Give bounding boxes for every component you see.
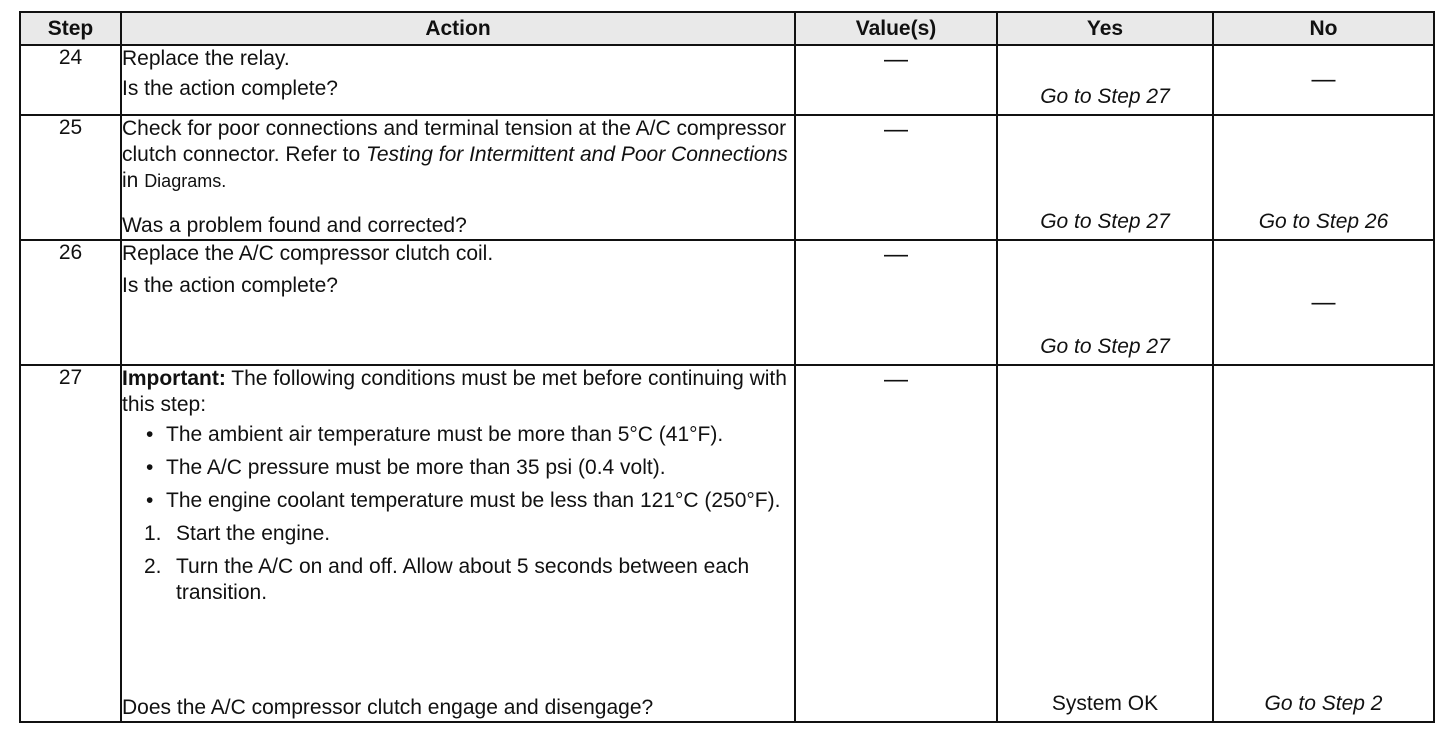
list-item: • The A/C pressure must be more than 35 psi (0.4 volt). (122, 455, 794, 481)
action-question: Was a problem found and corrected? (122, 214, 467, 237)
header-step: Step (20, 12, 121, 45)
step-number: 26 (20, 240, 121, 365)
list-item: • The engine coolant temperature must be less than 121°C (250°F). (122, 488, 794, 514)
yes-cell (997, 115, 1213, 240)
yes-text: Go to Step 27 (1040, 335, 1170, 358)
action-text: Replace the A/C compressor clutch coil. (122, 242, 494, 265)
action-cell (121, 115, 795, 240)
yes-cell (997, 240, 1213, 365)
list-item: 1. Start the engine. (144, 522, 331, 545)
header-action: Action (121, 12, 795, 45)
list-item: • The ambient air temperature must be more than 5°C (41°F). (122, 422, 794, 448)
no-text: — (1311, 288, 1336, 316)
procedure-list (122, 521, 794, 613)
table-row-step-24 (20, 45, 1434, 115)
action-cell (121, 240, 795, 365)
yes-cell (997, 45, 1213, 115)
no-cell (1213, 45, 1434, 115)
action-cell (121, 365, 795, 722)
value-cell: — (795, 365, 997, 722)
header-values: Value(s) (795, 12, 997, 45)
table-row-step-25 (20, 115, 1434, 240)
reference-link-text: Testing for Intermittent and Poor Connections (365, 143, 788, 166)
yes-text: Go to Step 27 (1040, 85, 1170, 108)
no-text: — (1311, 66, 1336, 93)
yes-text: Go to Step 27 (1040, 210, 1170, 233)
yes-cell (997, 365, 1213, 722)
important-note: Important: The following conditions must be met before continuing with this step: (122, 367, 787, 416)
table-row-step-27 (20, 365, 1434, 722)
no-text: Go to Step 2 (1264, 692, 1383, 715)
no-cell (1213, 240, 1434, 365)
list-item: 2. Turn the A/C on and off. Allow about 5 seconds between each transition. (144, 555, 750, 604)
step-number: 25 (20, 115, 121, 240)
diagnostic-table (19, 11, 1435, 723)
header-yes: Yes (997, 12, 1213, 45)
step-number: 24 (20, 45, 121, 115)
header-row (20, 12, 1434, 45)
no-cell (1213, 115, 1434, 240)
step-number: 27 (20, 365, 121, 722)
action-question: Is the action complete? (122, 274, 338, 297)
value-cell: — (795, 45, 997, 115)
value-cell: — (795, 115, 997, 240)
header-no: No (1213, 12, 1434, 45)
action-text: Replace the relay. (122, 47, 290, 70)
table-row-step-26 (20, 240, 1434, 365)
important-label: Important: (122, 367, 226, 390)
action-question: Does the A/C compressor clutch engage and disengage? (122, 696, 654, 719)
action-cell (121, 45, 795, 115)
value-cell: — (795, 240, 997, 365)
conditions-list (122, 422, 794, 521)
action-text: Check for poor connections and terminal tension at the A/C compressor clutch connector. Refer to Testing for Intermittent and Poor Connections in Diagrams. (122, 117, 788, 192)
yes-text: System OK (1051, 692, 1159, 715)
no-cell (1213, 365, 1434, 722)
no-text: Go to Step 26 (1258, 210, 1389, 233)
action-question: Is the action complete? (122, 77, 338, 100)
